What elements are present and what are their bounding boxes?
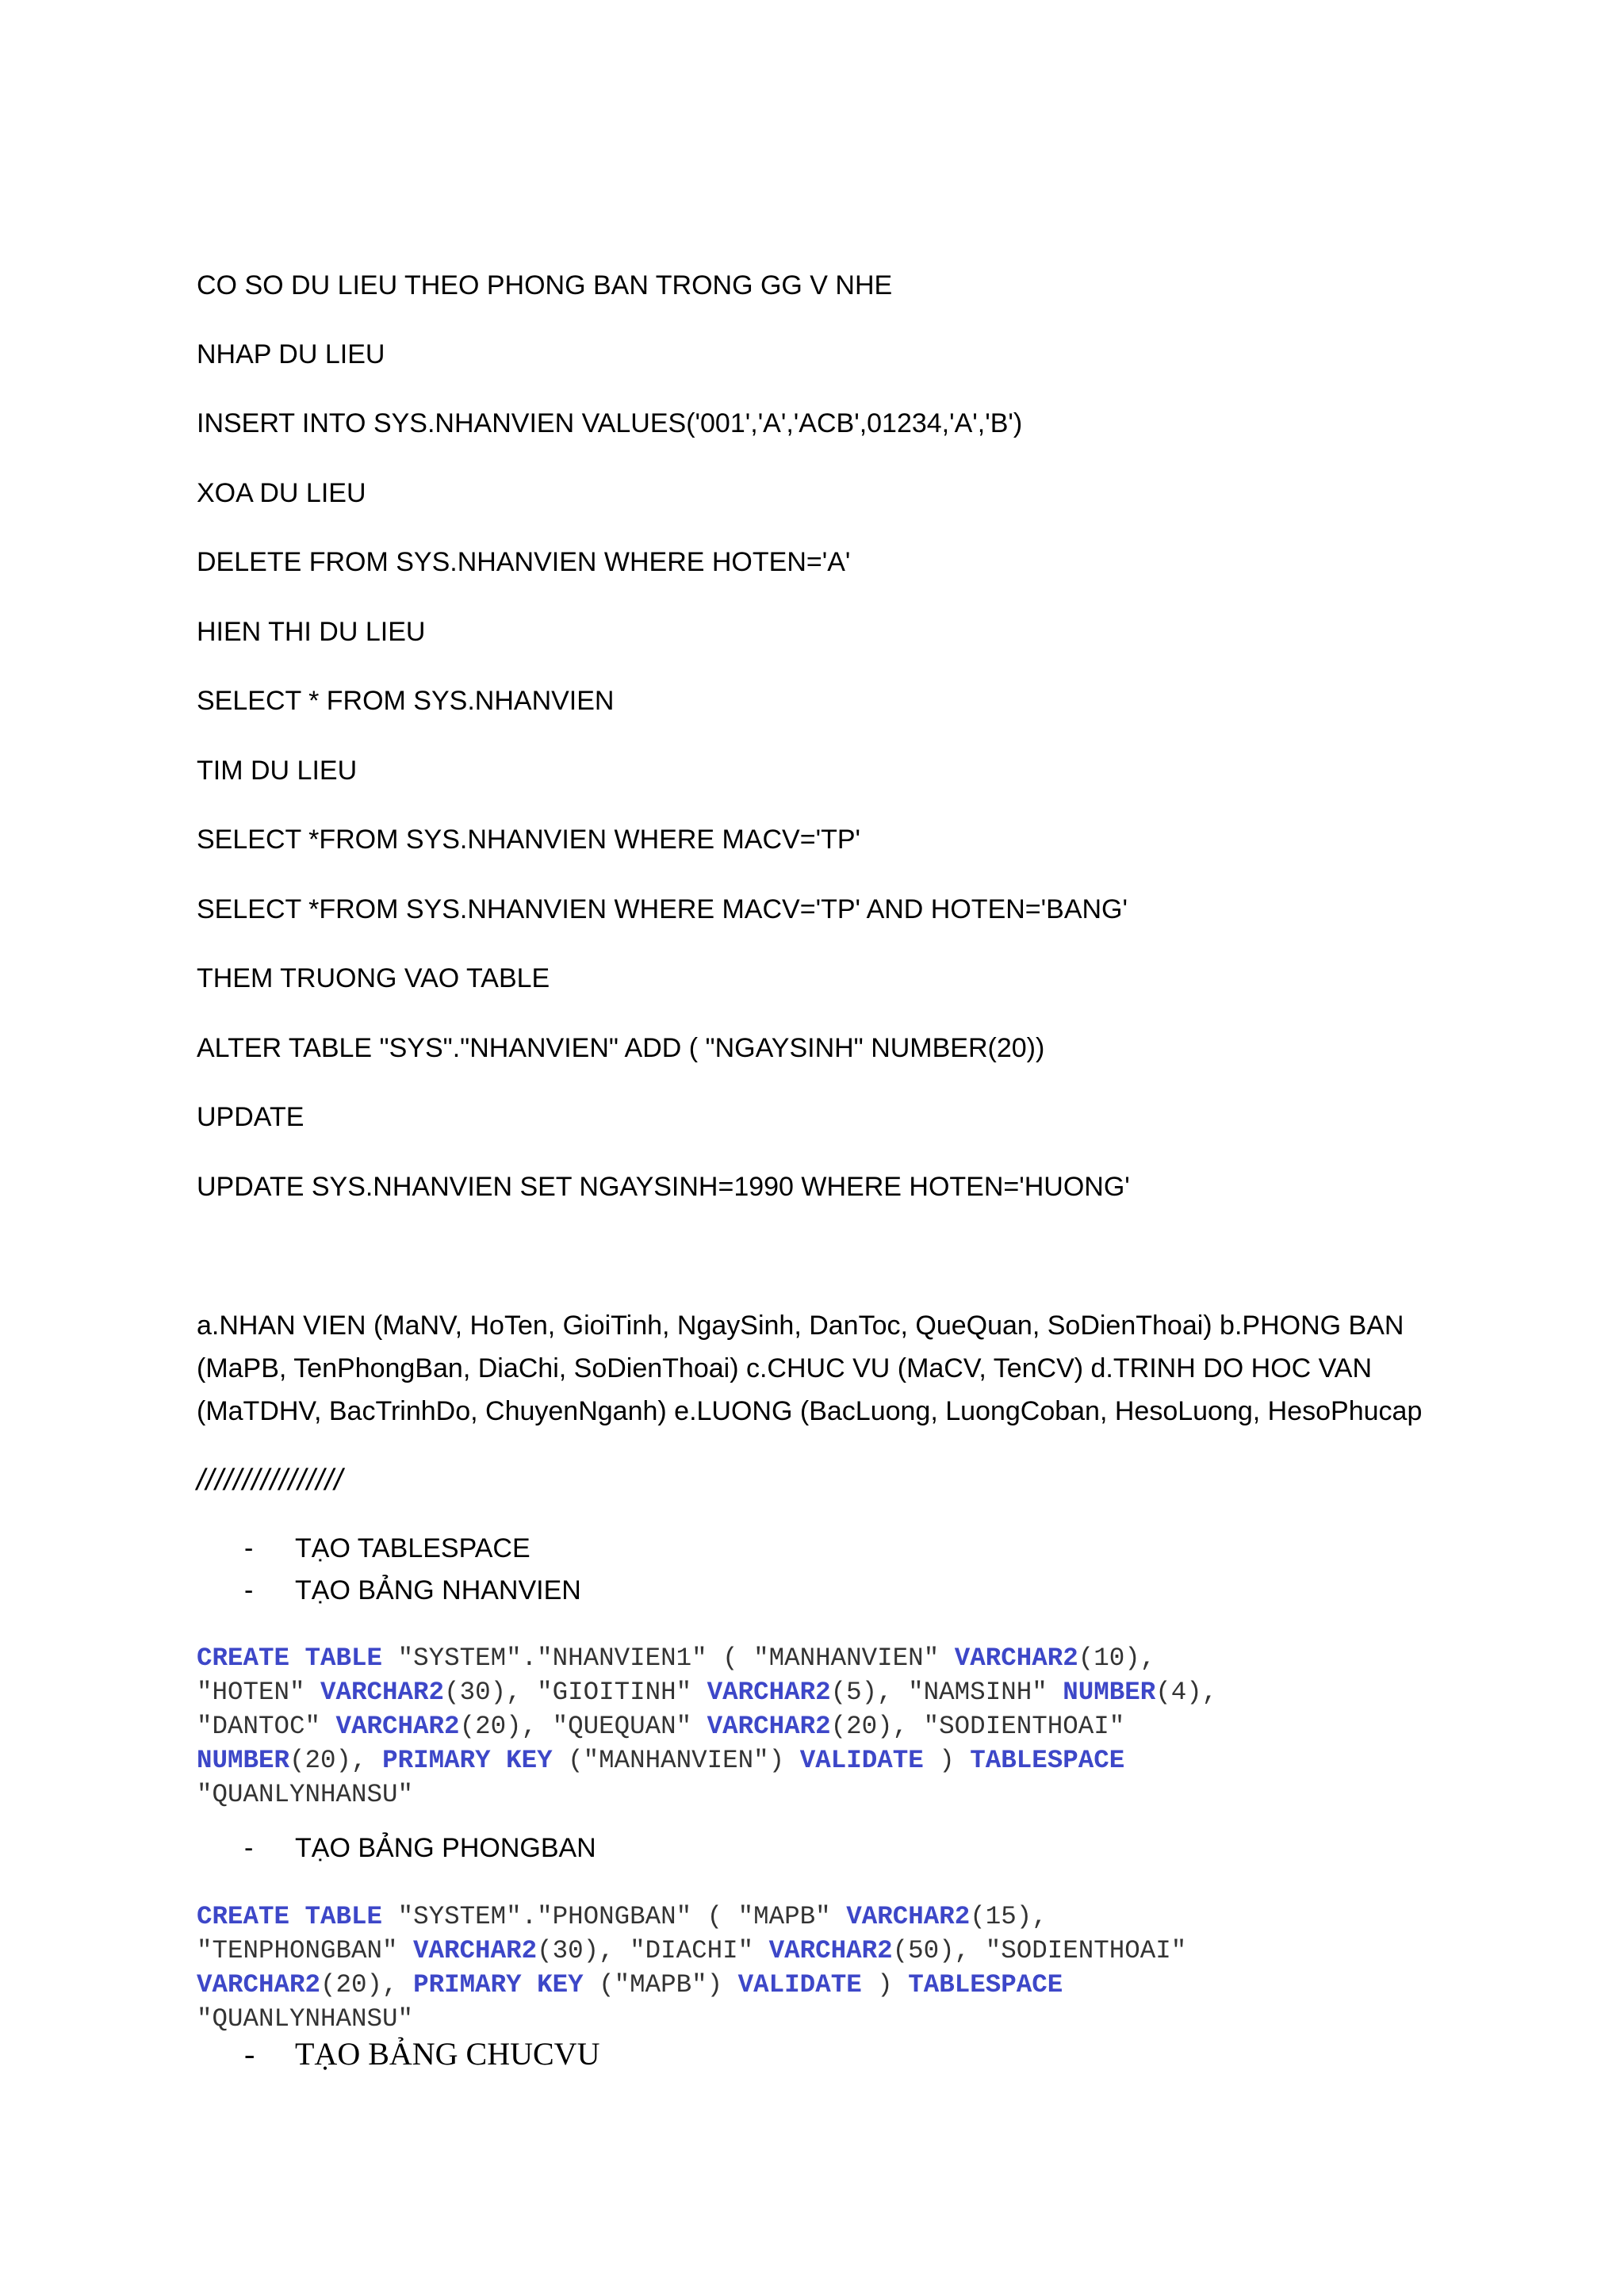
bullet-dash: - xyxy=(244,1575,254,1605)
sql-text: (30), "GIOITINH" xyxy=(444,1678,707,1707)
code-create-nhanvien xyxy=(197,1641,1434,1812)
line-alter-sql: ALTER TABLE "SYS"."NHANVIEN" ADD ( "NGAYSINH" NUMBER(20)) xyxy=(197,1033,1045,1063)
sql-text: ("MANHANVIEN") xyxy=(552,1746,800,1775)
bullet-label: TẠO BẢNG NHANVIEN xyxy=(295,1575,581,1605)
sql-keyword: CREATE xyxy=(197,1644,290,1673)
bullet-dash: - xyxy=(244,1533,254,1563)
sql-keyword: VARCHAR2 xyxy=(335,1712,460,1741)
code-line xyxy=(197,1743,1434,1777)
code-line xyxy=(197,1777,1434,1812)
sql-keyword: CREATE xyxy=(197,1902,290,1931)
sql-keyword: VALIDATE xyxy=(737,1970,862,1999)
sql-text xyxy=(522,1970,538,1999)
entities-paragraph: a.NHAN VIEN (MaNV, HoTen, GioiTinh, NgaySinh, DanToc, QueQuan, SoDienThoai) b.PHONG BAN (MaPB, TenPhongBan, DiaChi, SoDienThoai) c.CHUC VU (MaCV, TenCV) d.TRINH DO HOC VAN (MaTDHV, BacTrinhDo, ChuyenNganh) e.LUONG (BacLuong, LuongCoban, HesoLuong, HesoPhucap xyxy=(197,1311,1423,1426)
line-select-sql: SELECT * FROM SYS.NHANVIEN xyxy=(197,686,615,716)
sql-keyword: VARCHAR2 xyxy=(320,1678,445,1707)
line-insert-sql: INSERT INTO SYS.NHANVIEN VALUES('001','A','ACB',01234,'A','B') xyxy=(197,408,1023,438)
sql-text: ("MAPB") xyxy=(583,1970,738,1999)
code-line xyxy=(197,1675,1434,1709)
line-update-sql: UPDATE SYS.NHANVIEN SET NGAYSINH=1990 WHERE HOTEN='HUONG' xyxy=(197,1172,1130,1202)
line-select-where-and-sql: SELECT *FROM SYS.NHANVIEN WHERE MACV='TP' AND HOTEN='BANG' xyxy=(197,894,1128,924)
sql-keyword: TABLESPACE xyxy=(908,1970,1063,1999)
line-delete-sql: DELETE FROM SYS.NHANVIEN WHERE HOTEN='A' xyxy=(197,547,851,577)
sql-keyword: VARCHAR2 xyxy=(954,1644,1078,1673)
bullet-tao-tablespace xyxy=(244,1533,530,1564)
sql-text: (50), "SODIENTHOAI" xyxy=(892,1936,1187,1965)
sql-text: (30), "DIACHI" xyxy=(537,1936,769,1965)
line-them-truong: THEM TRUONG VAO TABLE xyxy=(197,963,550,993)
sql-text xyxy=(289,1644,305,1673)
sql-keyword: VARCHAR2 xyxy=(197,1970,321,1999)
bullet-tao-bang-chucvu xyxy=(244,2036,599,2072)
sql-text: (20), "QUEQUAN" xyxy=(459,1712,707,1741)
sql-text xyxy=(289,1902,305,1931)
code-line xyxy=(197,1709,1434,1743)
sql-text: "SYSTEM"."NHANVIEN1" ( "MANHANVIEN" xyxy=(382,1644,955,1673)
separator-slashes: //////////////// xyxy=(197,1464,343,1497)
sql-keyword: VALIDATE xyxy=(799,1746,924,1775)
bullet-tao-bang-phongban xyxy=(244,1832,596,1864)
line-update-heading: UPDATE xyxy=(197,1102,304,1132)
sql-text xyxy=(491,1746,507,1775)
sql-keyword: VARCHAR2 xyxy=(413,1936,538,1965)
code-line xyxy=(197,1900,1434,1934)
sql-text: (4), xyxy=(1155,1678,1218,1707)
sql-text: "QUANLYNHANSU" xyxy=(197,2004,414,2034)
code-line xyxy=(197,1968,1434,2002)
line-xoa-du-lieu: XOA DU LIEU xyxy=(197,478,366,508)
sql-keyword: VARCHAR2 xyxy=(768,1936,893,1965)
sql-keyword: TABLE xyxy=(304,1644,383,1673)
sql-keyword: PRIMARY xyxy=(413,1970,522,1999)
sql-text: (20), xyxy=(289,1746,383,1775)
sql-keyword: KEY xyxy=(537,1970,584,1999)
line-tim-du-lieu: TIM DU LIEU xyxy=(197,756,358,786)
line-select-where-sql: SELECT *FROM SYS.NHANVIEN WHERE MACV='TP' xyxy=(197,825,861,855)
sql-keyword: VARCHAR2 xyxy=(846,1902,971,1931)
sql-keyword: TABLESPACE xyxy=(970,1746,1125,1775)
sql-text: "HOTEN" xyxy=(197,1678,321,1707)
sql-text: (20), "SODIENTHOAI" xyxy=(830,1712,1125,1741)
sql-keyword: TABLE xyxy=(304,1902,383,1931)
sql-text: "TENPHONGBAN" xyxy=(197,1936,414,1965)
sql-keyword: VARCHAR2 xyxy=(707,1678,831,1707)
line-hien-thi: HIEN THI DU LIEU xyxy=(197,617,426,647)
sql-text: (15), xyxy=(970,1902,1048,1931)
code-create-phongban xyxy=(197,1900,1434,2036)
code-line xyxy=(197,2002,1434,2036)
sql-text: ) xyxy=(923,1746,971,1775)
bullet-tao-bang-nhanvien xyxy=(244,1575,581,1606)
sql-keyword: NUMBER xyxy=(1063,1678,1156,1707)
sql-keyword: KEY xyxy=(506,1746,553,1775)
sql-keyword: VARCHAR2 xyxy=(707,1712,831,1741)
sql-text: (10), xyxy=(1078,1644,1156,1673)
line-nhap-du-lieu: NHAP DU LIEU xyxy=(197,339,385,369)
bullet-label: TẠO BẢNG CHUCVU xyxy=(295,2036,600,2072)
sql-text: (20), xyxy=(320,1970,414,1999)
bullet-label: TẠO BẢNG PHONGBAN xyxy=(295,1833,596,1863)
line-db-title: CO SO DU LIEU THEO PHONG BAN TRONG GG V NHE xyxy=(197,270,893,300)
bullet-dash: - xyxy=(244,1833,254,1863)
bullet-dash: - xyxy=(244,2036,255,2072)
sql-keyword: PRIMARY xyxy=(382,1746,491,1775)
code-line xyxy=(197,1641,1434,1675)
sql-text: "SYSTEM"."PHONGBAN" ( "MAPB" xyxy=(382,1902,847,1931)
sql-text: ) xyxy=(861,1970,909,1999)
sql-keyword: NUMBER xyxy=(197,1746,290,1775)
sql-text: (5), "NAMSINH" xyxy=(830,1678,1063,1707)
sql-text: "DANTOC" xyxy=(197,1712,336,1741)
sql-text: "QUANLYNHANSU" xyxy=(197,1780,414,1809)
bullet-label: TẠO TABLESPACE xyxy=(295,1533,530,1563)
code-line xyxy=(197,1934,1434,1968)
